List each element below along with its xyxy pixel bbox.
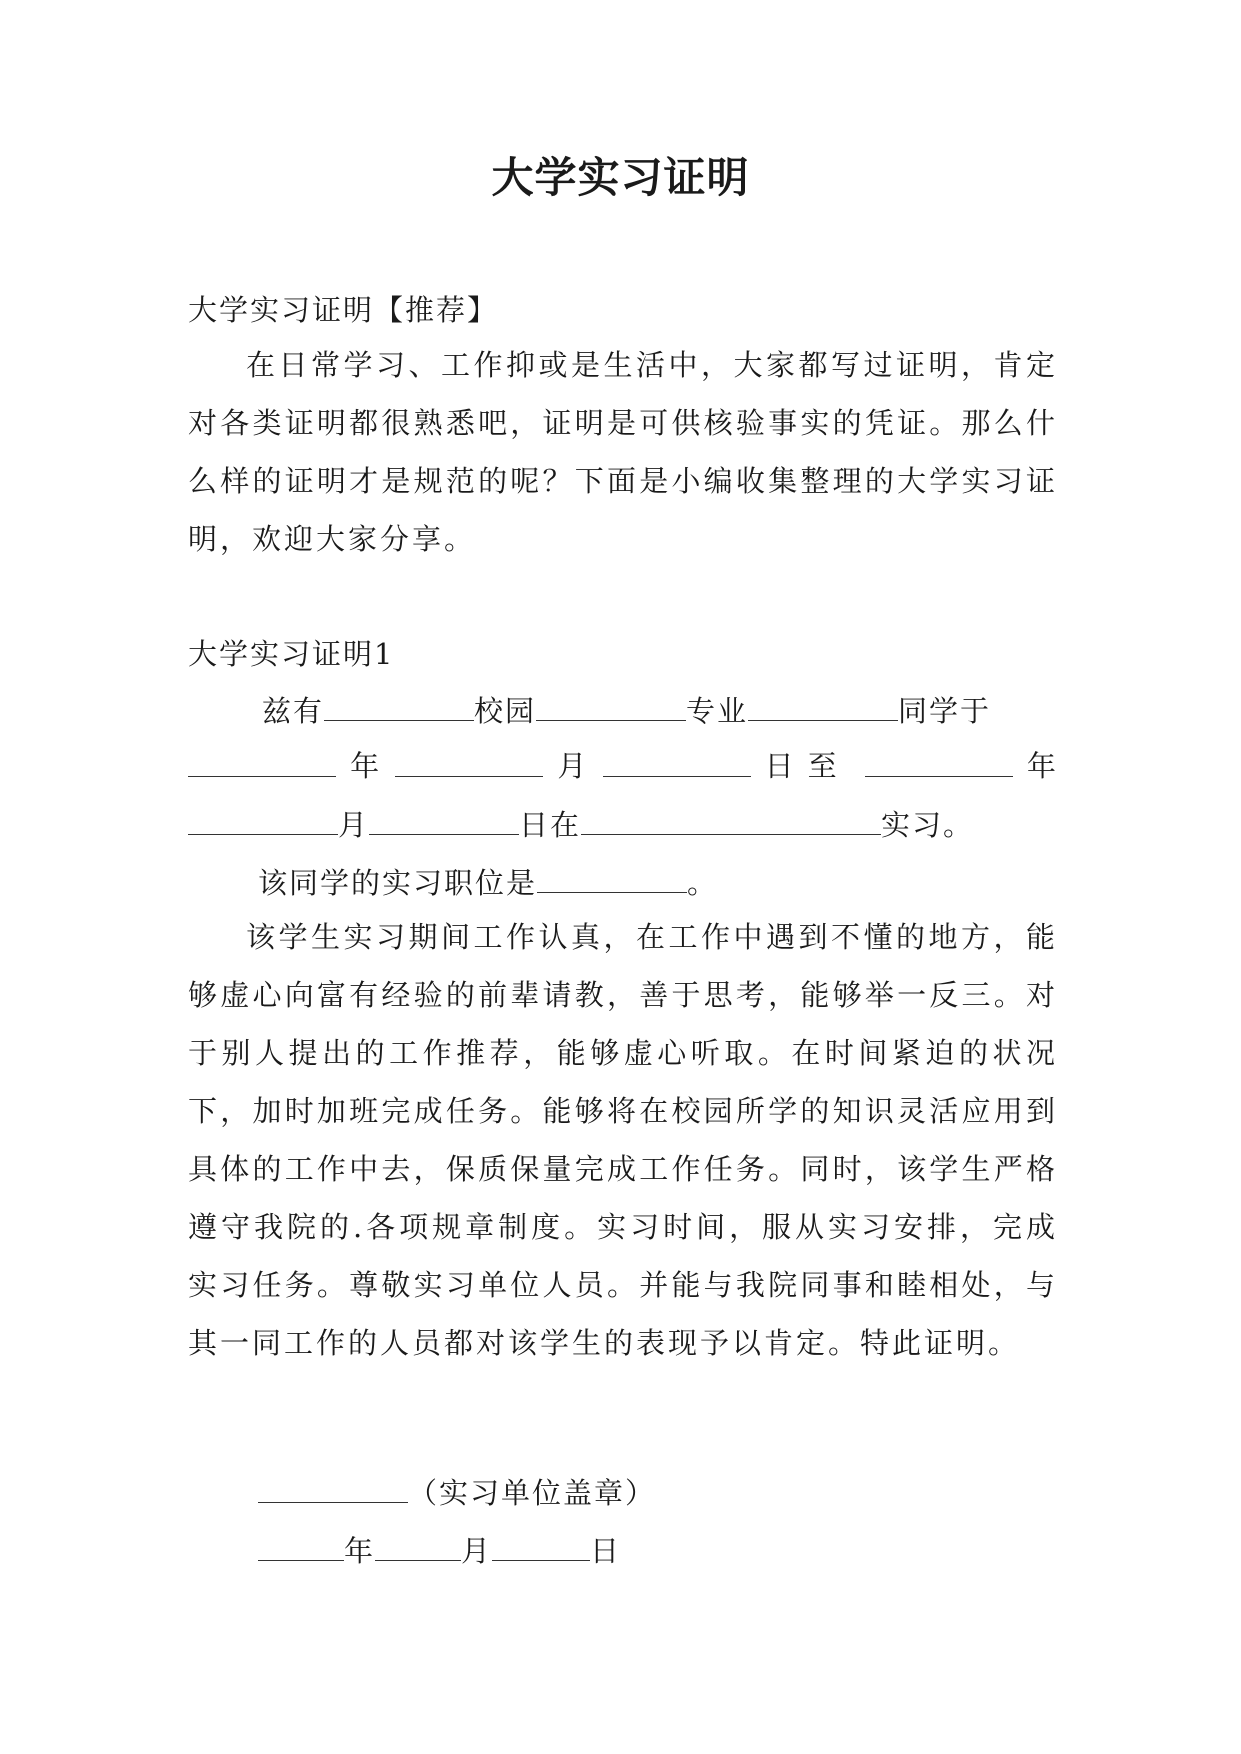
form-line-2 xyxy=(188,746,1058,786)
fill-blank-school[interactable] xyxy=(536,690,686,721)
form-label: 该同学的实习职位是 xyxy=(258,866,538,900)
form-label: 兹有 xyxy=(262,694,325,728)
fill-blank-company[interactable] xyxy=(581,804,881,835)
form-label: 日至 xyxy=(764,749,851,783)
form-label: 月 xyxy=(338,808,370,842)
fill-blank-start-month[interactable] xyxy=(395,746,543,777)
date-label: 年 xyxy=(344,1534,376,1568)
document-title: 大学实习证明 xyxy=(491,153,750,202)
date-label: 日 xyxy=(590,1534,622,1568)
position-line xyxy=(258,862,1058,903)
seal-label: （实习单位盖章） xyxy=(408,1476,657,1510)
fill-blank-major[interactable] xyxy=(748,690,898,721)
fill-blank-sign-year[interactable] xyxy=(258,1530,344,1561)
fill-blank-sign-day[interactable] xyxy=(492,1530,590,1561)
fill-blank-start-day[interactable] xyxy=(603,746,751,777)
form-label: 日在 xyxy=(519,808,582,842)
section-heading: 大学实习证明1 xyxy=(188,637,395,671)
fill-blank-position[interactable] xyxy=(537,862,687,893)
date-line xyxy=(258,1530,1058,1571)
fill-blank-end-day[interactable] xyxy=(369,804,519,835)
intro-paragraph: 在日常学习、工作抑或是生活中，大家都写过证明，肯定对各类证明都很熟悉吧，证明是可供核验事实的凭证。那么什么样的证明才是规范的呢？下面是小编收集整理的大学实习证明，欢迎大家分享。 xyxy=(188,348,1058,556)
date-label: 月 xyxy=(461,1534,493,1568)
fill-blank-sign-month[interactable] xyxy=(375,1530,461,1561)
fill-blank-start-year[interactable] xyxy=(188,746,336,777)
fill-blank-end-year[interactable] xyxy=(865,746,1013,777)
form-line-1 xyxy=(262,690,1058,731)
form-label: 年 xyxy=(1026,749,1058,783)
fill-blank-seal[interactable] xyxy=(258,1472,408,1503)
form-label: 月 xyxy=(557,749,589,783)
fill-blank-end-month[interactable] xyxy=(188,804,338,835)
form-label: 实习。 xyxy=(881,808,975,842)
form-line-3 xyxy=(188,804,1058,845)
evaluation-paragraph: 该学生实习期间工作认真，在工作中遇到不懂的地方，能够虚心向富有经验的前辈请教，善于思考，能够举一反三。对于别人提出的工作推荐，能够虚心听取。在时间紧迫的状况下，加时加班完成任务。能够将在校园所学的知识灵活应用到具体的工作中去，保质保量完成工作任务。同时，该学生严格遵守我院的.各项规章制度。实习时间，服从实习安排，完成实习任务。尊敬实习单位人员。并能与我院同事和睦相处，与其一同工作的人员都对该学生的表现予以肯定。特此证明。 xyxy=(188,920,1058,1360)
form-label: 同学于 xyxy=(898,694,992,728)
seal-line xyxy=(258,1472,1058,1513)
form-label: 。 xyxy=(687,866,719,900)
form-label: 专业 xyxy=(686,694,749,728)
form-label: 校园 xyxy=(474,694,537,728)
fill-blank-name[interactable] xyxy=(324,690,474,721)
form-label: 年 xyxy=(350,749,382,783)
intro-heading: 大学实习证明【推荐】 xyxy=(188,293,499,327)
